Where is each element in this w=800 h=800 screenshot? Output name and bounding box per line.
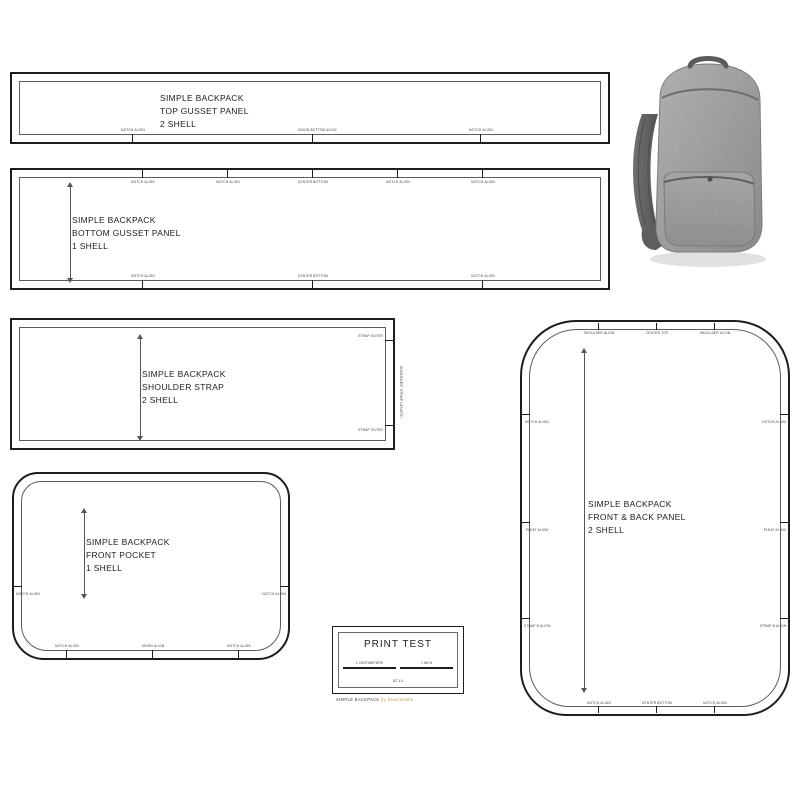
dimension-arrow [81, 508, 87, 513]
notch-tick [152, 650, 153, 658]
dimension-line [70, 186, 71, 278]
notch-tick [598, 706, 599, 713]
notch-label: NOTCH ALIGN [762, 420, 786, 424]
piece-label-bottom-gusset: SIMPLE BACKPACK BOTTOM GUSSET PANEL 1 SHELL [72, 215, 181, 251]
notch-tick [14, 586, 22, 587]
notch-label: NOTCH ALIGN [227, 644, 251, 648]
notch-tick [780, 522, 788, 523]
print-test-title: PRINT TEST [364, 639, 432, 650]
notch-label: NOTCH ALIGN [131, 180, 155, 184]
pattern-piece-top-gusset [10, 72, 610, 144]
seam-allowance-line [19, 81, 601, 135]
notch-tick [397, 170, 398, 178]
notch-label: STRAP OUTER [358, 428, 383, 432]
notch-label: STRAP B ALIGN [524, 624, 551, 628]
dimension-arrow [67, 278, 73, 283]
notch-tick [522, 414, 530, 415]
print-test-metric [343, 661, 396, 669]
notch-tick [598, 323, 599, 330]
dimension-line [140, 338, 141, 436]
pattern-piece-front-back-panel [520, 320, 790, 716]
notch-label: CENTER BOTTOM [297, 274, 329, 278]
shoulder-strap-length-note: SHOULDER STRAP LENGTH [399, 366, 403, 419]
notch-label: STRAP OUTER [358, 334, 383, 338]
notch-label: NOTCH ALIGN [469, 128, 493, 132]
notch-label: CENTER BOTTOM [641, 701, 673, 705]
notch-tick [780, 618, 788, 619]
notch-label: NOTCH ALIGN [471, 274, 495, 278]
notch-label: NOTCH ALIGN [262, 592, 286, 596]
notch-tick [482, 280, 483, 288]
notch-label: NOTCH ALIGN [386, 180, 410, 184]
print-test-imperial-label: 1 INCH [421, 661, 433, 665]
notch-tick [714, 323, 715, 330]
notch-label: UNION ALIGN [141, 644, 165, 648]
notch-label: NOTCH ALIGN [121, 128, 145, 132]
notch-tick [238, 650, 239, 658]
notch-tick [522, 522, 530, 523]
notch-label: NOTCH ALIGN [16, 592, 40, 596]
piece-label-shoulder-strap: SIMPLE BACKPACK SHOULDER STRAP 2 SHELL [142, 369, 226, 405]
notch-tick [656, 323, 657, 330]
notch-tick [227, 170, 228, 178]
dimension-arrow [137, 436, 143, 441]
notch-tick [66, 650, 67, 658]
notch-label: STRAP B ALIGN [760, 624, 787, 628]
notch-tick [280, 586, 288, 587]
notch-label: NOTCH ALIGN [55, 644, 79, 648]
notch-label: SHOULDER ALIGN [699, 331, 731, 335]
notch-tick [714, 706, 715, 713]
piece-label-top-gusset: SIMPLE BACKPACK TOP GUSSET PANEL 2 SHELL [160, 93, 249, 129]
notch-label: NOTCH ALIGN [587, 701, 611, 705]
notch-tick [482, 170, 483, 178]
notch-tick [780, 414, 788, 415]
dimension-arrow [81, 594, 87, 599]
piece-label-front-pocket: SIMPLE BACKPACK FRONT POCKET 1 SHELL [86, 537, 170, 573]
notch-tick [312, 134, 313, 142]
dimension-line [584, 352, 585, 688]
notch-label: CENTER TOP [645, 331, 669, 335]
notch-label: UNION BOTTOM ALIGN [298, 128, 337, 132]
notch-label: PLEAT ALIGN [763, 528, 786, 532]
notch-label: NOTCH ALIGN [471, 180, 495, 184]
notch-label: NOTCH ALIGN [131, 274, 155, 278]
print-test-metric-label: 1 CENTIMETERS [355, 661, 383, 665]
notch-label: SHOULDER ALIGN [583, 331, 615, 335]
notch-tick [656, 706, 657, 713]
print-test-metric-bar [343, 667, 396, 669]
pattern-footer [336, 697, 413, 702]
notch-tick [522, 618, 530, 619]
notch-tick [312, 170, 313, 178]
print-test-imperial [400, 661, 453, 669]
dimension-arrow [137, 334, 143, 339]
print-test-scale-note: AT 1:1 [392, 679, 404, 683]
notch-tick [480, 134, 481, 142]
print-test-rulers [343, 661, 453, 669]
backpack-product-photo [612, 54, 794, 276]
notch-label: NOTCH ALIGN [216, 180, 240, 184]
dimension-line [84, 512, 85, 594]
pattern-piece-bottom-gusset [10, 168, 610, 290]
notch-tick [385, 340, 393, 341]
piece-label-front-back: SIMPLE BACKPACK FRONT & BACK PANEL 2 SHELL [588, 499, 686, 535]
notch-tick [385, 425, 393, 426]
dimension-arrow [581, 688, 587, 693]
pattern-piece-front-pocket [12, 472, 290, 660]
print-test-box [332, 626, 464, 694]
dimension-arrow [581, 348, 587, 353]
footer-pattern-name: SIMPLE BACKPACK [336, 697, 380, 702]
notch-label: NOTCH ALIGN [703, 701, 727, 705]
notch-tick [142, 170, 143, 178]
notch-tick [142, 280, 143, 288]
notch-label: PLEAT ALIGN [525, 528, 549, 532]
print-test-imperial-bar [400, 667, 453, 669]
notch-tick [312, 280, 313, 288]
dimension-arrow [67, 182, 73, 187]
pattern-piece-shoulder-strap [10, 318, 403, 450]
notch-label: CENTER BOTTOM [297, 180, 329, 184]
footer-brand: by SewCanShe [381, 697, 414, 702]
notch-tick [132, 134, 133, 142]
notch-label: NOTCH ALIGN [525, 420, 549, 424]
